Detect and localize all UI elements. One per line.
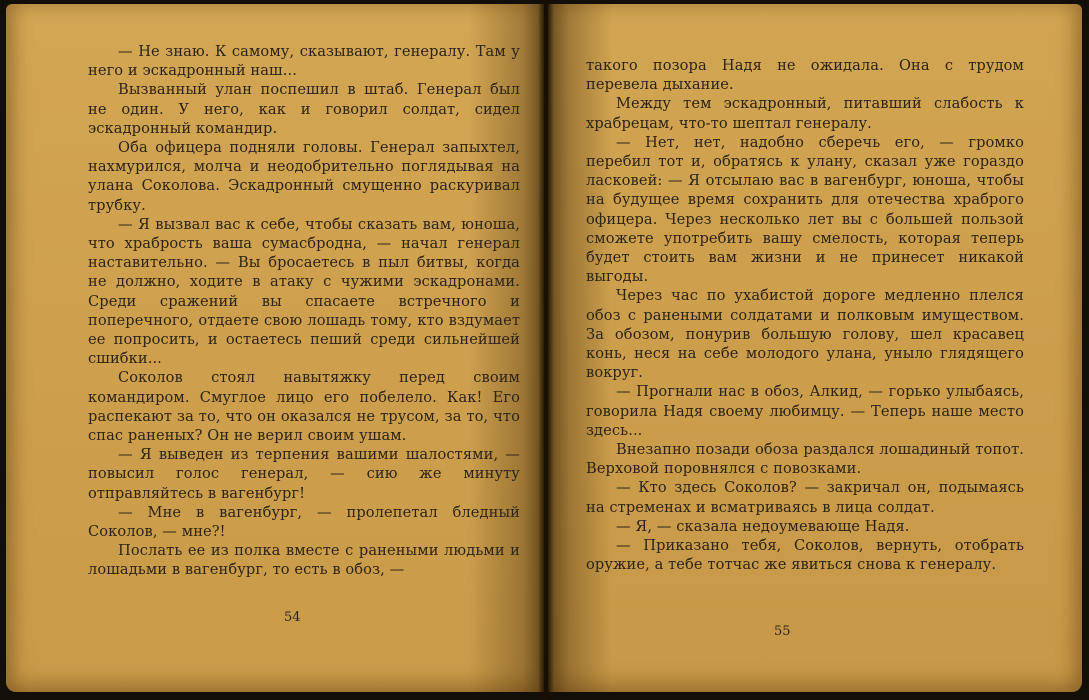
paragraph: Между тем эскадронный, питавший слабость к храбрецам, что-то шептал генералу. (586, 95, 1024, 132)
paragraph: Внезапно позади обоза раздался лошадиный топот. Верховой поровнялся с повозками. (586, 441, 1024, 478)
paragraph: — Мне в вагенбург, — пролепетал бледный Соколов, — мне?! (88, 503, 520, 541)
paragraph: — Я вызвал вас к себе, чтобы сказать вам, юноша, что храбрость ваша сумасбродна, — начал генерал наставительно. — Вы бросаетесь в пыл битвы, когда не должно, ходите в атаку с чужими эскадронами. Среди сражений вы спасаете встречного и поперечного, отдаете свою лошадь тому, кто вздумает ее попросить, и остаетесь пеший среди сильнейшей сшибки... (88, 215, 520, 368)
book-gutter (538, 0, 554, 700)
paragraph: — Я, — сказала недоумевающе Надя. (616, 517, 910, 535)
right-page-text (586, 56, 1024, 574)
paragraph: Соколов стоял навытяжку перед своим командиром. Смуглое лицо его побелело. Как! Его распекают за то, что он оказался не трусом, за то, что спас раненых? Он не верил своим ушам. (88, 369, 520, 445)
left-page (6, 4, 544, 692)
paragraph: такого позора Надя не ожидала. Она с трудом перевела дыхание. (586, 57, 1024, 94)
paragraph: Через час по ухабистой дороге медленно плелся обоз с ранеными солдатами и полковым имуществом. За обозом, понурив большую голову, шел красавец конь, неся на себе молодого улана, уныло глядящего вокруг. (586, 287, 1024, 382)
paragraph: — Кто здесь Соколов? — закричал он, подымаясь на стременах и всматриваясь в лица солдат. (586, 479, 1024, 516)
left-page-text (88, 42, 520, 580)
paragraph: Вызванный улан поспешил в штаб. Генерал был не один. У него, как и говорил солдат, сидел эскадронный командир. (88, 81, 520, 137)
paragraph: — Прогнали нас в обоз, Алкид, — горько улыбаясь, говорила Надя своему любимцу. — Теперь наше место здесь... (586, 383, 1024, 439)
paragraph: Оба офицера подняли головы. Генерал запыхтел, нахмурился, молча и неодобрительно поглядывая на улана Соколова. Эскадронный смущенно раскуривал трубку. (88, 139, 520, 214)
paragraph: — Приказано тебя, Соколов, вернуть, отобрать оружие, а тебе тотчас же явиться снова к генералу. (586, 537, 1024, 574)
paragraph: — Не знаю. К самому, сказывают, генералу. Там у него и эскадронный наш... (88, 43, 520, 80)
page-number-left: 54 (284, 610, 301, 625)
page-number-right: 55 (774, 624, 791, 639)
paragraph: Послать ее из полка вместе с ранеными людьми и лошадьми в вагенбург, то есть в обоз, — (88, 542, 520, 579)
right-page (548, 4, 1082, 692)
paragraph: — Нет, нет, надобно сберечь его, — громко перебил тот и, обратясь к улану, сказал уже гораздо ласковей: — Я отсылаю вас в вагенбург, юноша, чтобы на будущее время сохранить для отечества храброго офицера. Через несколько лет вы с большей пользой сможете употребить вашу смелость, которая теперь будет стоить вам жизни и не принесет никакой выгоды. (586, 133, 1024, 286)
paragraph: — Я выведен из терпения вашими шалостями, — повысил голос генерал, — сию же минуту отправляйтесь в вагенбург! (88, 446, 520, 502)
